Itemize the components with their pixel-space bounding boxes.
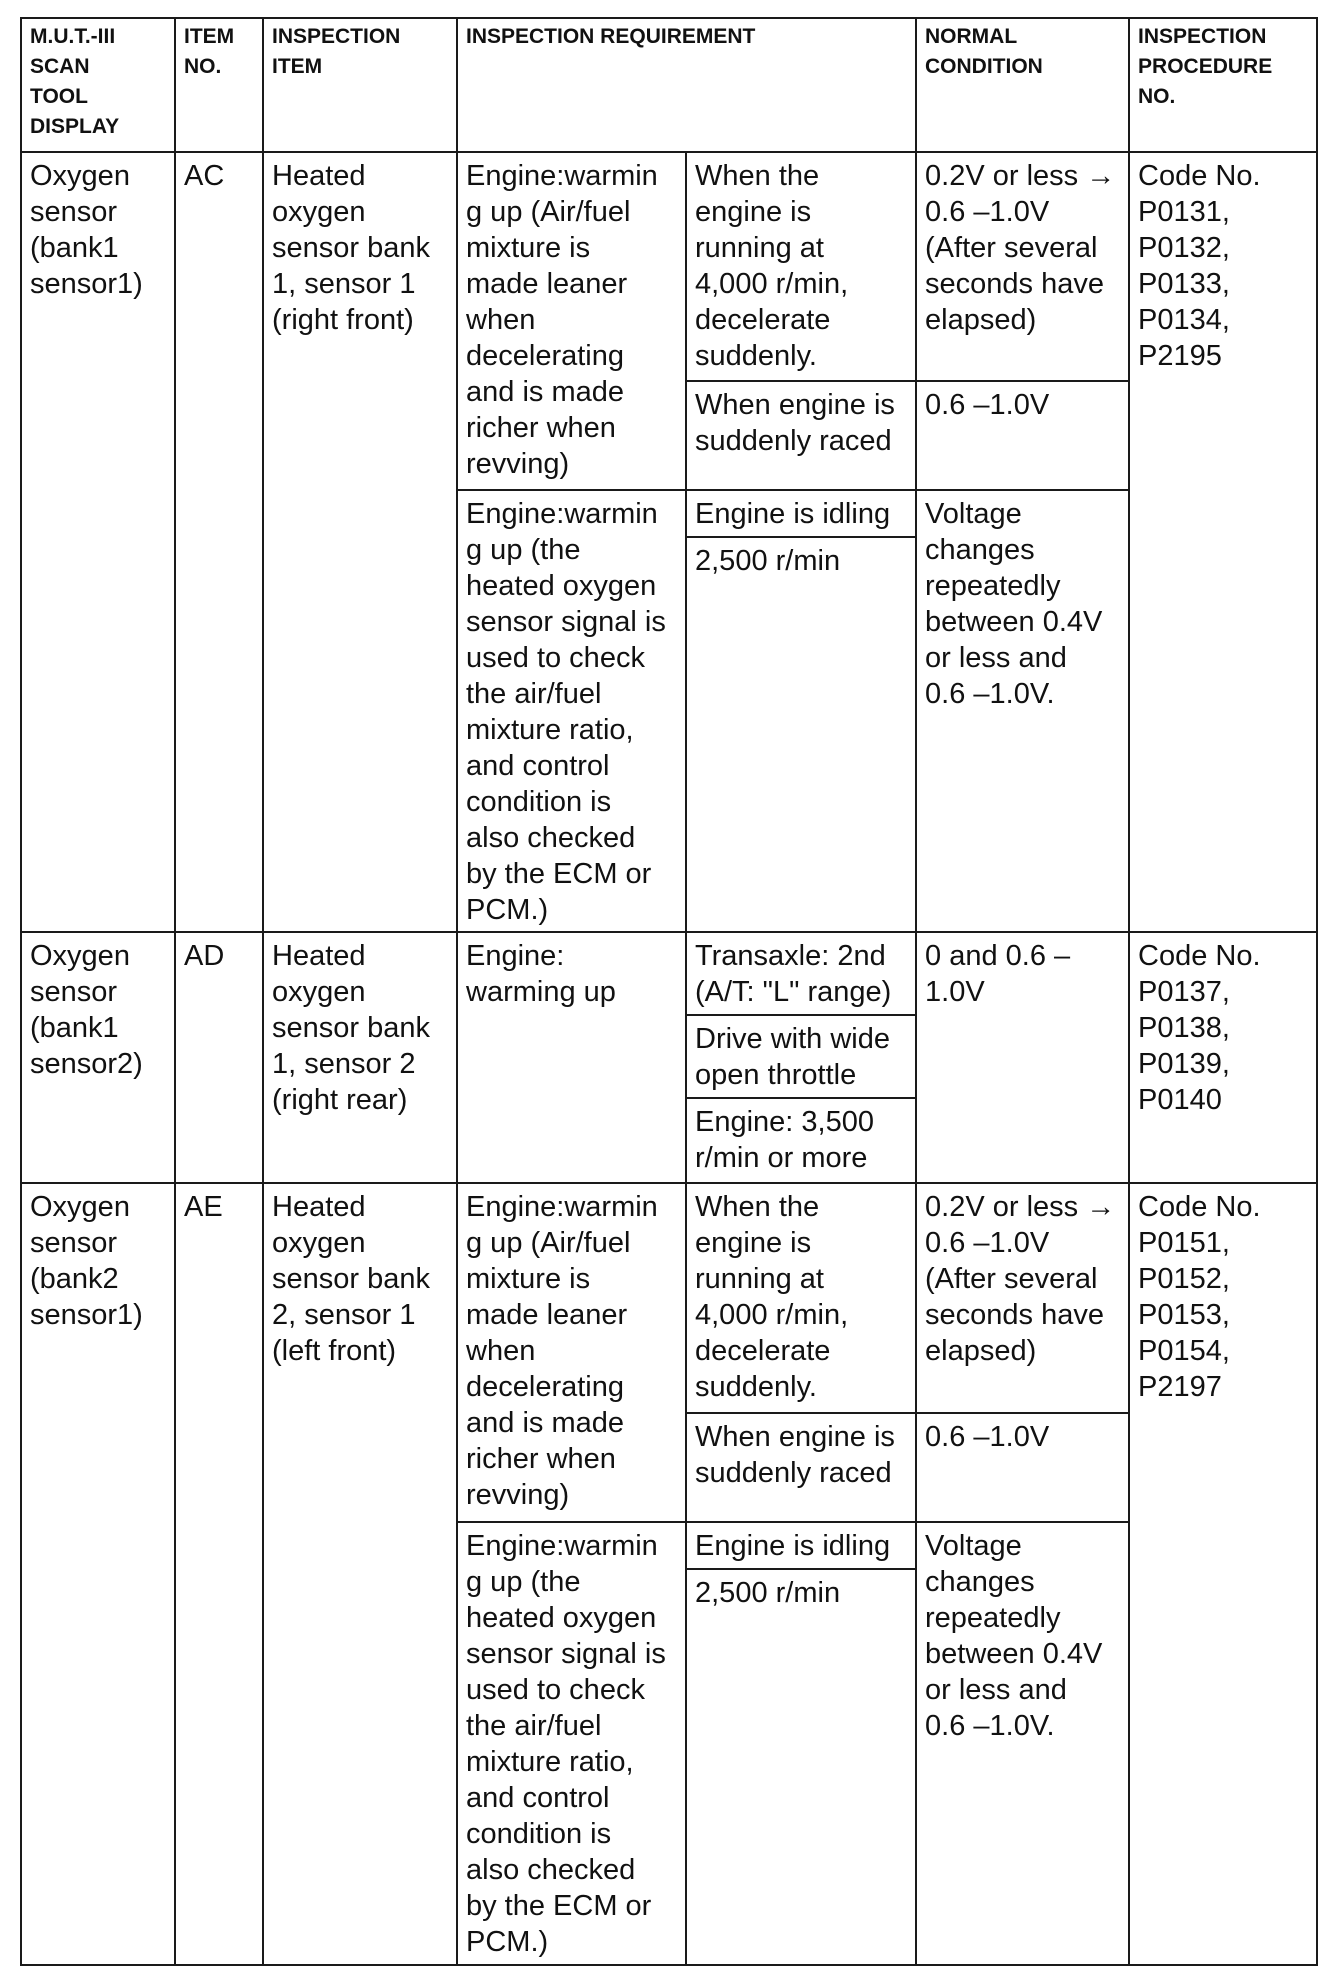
normal-condition-cell: Voltage changes repeatedly between 0.4V or less and 0.6 –1.0V. [916, 490, 1129, 932]
condition-cell: When engine is suddenly raced [686, 381, 916, 490]
header-inspection-requirement: INSPECTION REQUIREMENT [457, 18, 916, 152]
requirement-cell: Engine:warmin g up (the heated oxygen sensor signal is used to check the air/fuel mixture ratio, and control condition is also checked by the ECM or PCM.) [457, 490, 686, 932]
header-inspection-procedure-no: INSPECTION PROCEDURE NO. [1129, 18, 1317, 152]
procedure-code-cell: Code No. P0131, P0132, P0133, P0134, P2195 [1129, 152, 1317, 932]
header-row [21, 18, 1317, 152]
condition-cell: Engine is idling [686, 490, 916, 537]
condition-cell: When the engine is running at 4,000 r/min, decelerate suddenly. [686, 152, 916, 381]
header-item-no: ITEM NO. [175, 18, 263, 152]
requirement-cell: Engine:warmin g up (the heated oxygen sensor signal is used to check the air/fuel mixture ratio, and control condition is also checked by the ECM or PCM.) [457, 1522, 686, 1966]
header-normal-condition: NORMAL CONDITION [916, 18, 1129, 152]
normal-condition-cell: 0.2V or less → 0.6 –1.0V (After several seconds have elapsed) [916, 152, 1129, 381]
table-row [21, 932, 1317, 1015]
condition-cell: Engine is idling [686, 1522, 916, 1569]
condition-cell: When engine is suddenly raced [686, 1413, 916, 1522]
requirement-cell: Engine: warming up [457, 932, 686, 1183]
inspection-item-cell: Heated oxygen sensor bank 1, sensor 2 (right rear) [263, 932, 457, 1183]
normal-condition-cell: 0.2V or less → 0.6 –1.0V (After several seconds have elapsed) [916, 1183, 1129, 1413]
table-row [21, 152, 1317, 381]
header-scan-tool-display: M.U.T.-III SCAN TOOL DISPLAY [21, 18, 175, 152]
requirement-cell: Engine:warmin g up (Air/fuel mixture is made leaner when decelerating and is made richer when revving) [457, 1183, 686, 1522]
requirement-cell: Engine:warmin g up (Air/fuel mixture is made leaner when decelerating and is made richer when revving) [457, 152, 686, 490]
header-inspection-item: INSPECTION ITEM [263, 18, 457, 152]
procedure-code-cell: Code No. P0137, P0138, P0139, P0140 [1129, 932, 1317, 1183]
scan-tool-display-cell: Oxygen sensor (bank1 sensor1) [21, 152, 175, 932]
item-no-cell: AC [175, 152, 263, 932]
condition-cell: 2,500 r/min [686, 1569, 916, 1965]
condition-cell: 2,500 r/min [686, 537, 916, 932]
normal-condition-cell: 0.6 –1.0V [916, 381, 1129, 490]
table-row [21, 1183, 1317, 1413]
item-no-cell: AD [175, 932, 263, 1183]
scan-tool-display-cell: Oxygen sensor (bank2 sensor1) [21, 1183, 175, 1965]
inspection-item-cell: Heated oxygen sensor bank 2, sensor 1 (left front) [263, 1183, 457, 1965]
scan-tool-display-cell: Oxygen sensor (bank1 sensor2) [21, 932, 175, 1183]
condition-cell: When the engine is running at 4,000 r/min, decelerate suddenly. [686, 1183, 916, 1413]
normal-condition-cell: 0.6 –1.0V [916, 1413, 1129, 1522]
condition-cell: Engine: 3,500 r/min or more [686, 1098, 916, 1183]
condition-cell: Transaxle: 2nd (A/T: "L" range) [686, 932, 916, 1015]
inspection-table [20, 17, 1318, 1966]
item-no-cell: AE [175, 1183, 263, 1965]
normal-condition-cell: 0 and 0.6 – 1.0V [916, 932, 1129, 1183]
inspection-item-cell: Heated oxygen sensor bank 1, sensor 1 (right front) [263, 152, 457, 932]
procedure-code-cell: Code No. P0151, P0152, P0153, P0154, P2197 [1129, 1183, 1317, 1965]
normal-condition-cell: Voltage changes repeatedly between 0.4V or less and 0.6 –1.0V. [916, 1522, 1129, 1966]
condition-cell: Drive with wide open throttle [686, 1015, 916, 1099]
